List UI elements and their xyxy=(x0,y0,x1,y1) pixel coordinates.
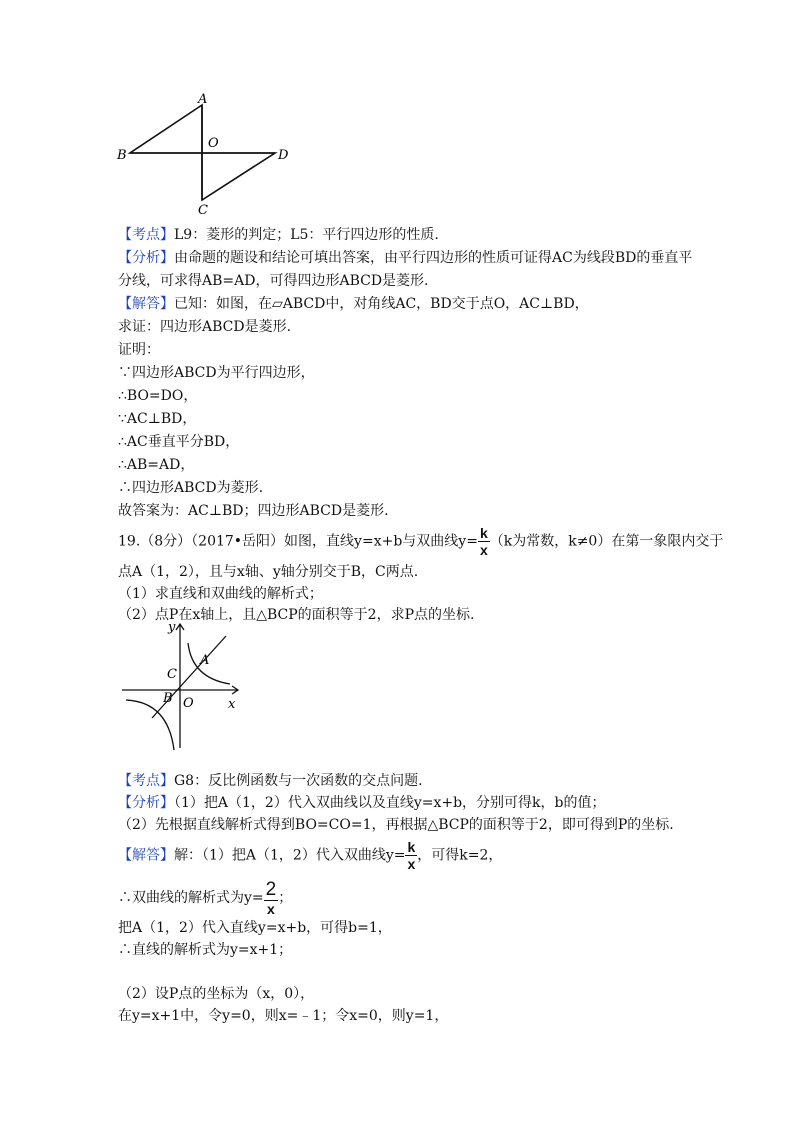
kaodian-text: G8：反比例函数与一次函数的交点问题. xyxy=(174,773,423,789)
jieda-tag: 【解答】 xyxy=(118,847,174,864)
label-O: O xyxy=(183,696,194,711)
s18-line-1: 证明： xyxy=(118,342,160,358)
hyper-b: ； xyxy=(278,890,293,906)
fenxi-tag: 【分析】 xyxy=(118,250,174,266)
kaodian-text: L9：菱形的判定；L5：平行四边形的性质. xyxy=(174,227,439,243)
kaodian-tag: 【考点】 xyxy=(118,773,174,789)
label-C: C xyxy=(198,203,208,218)
label-A: A xyxy=(200,653,210,668)
s18-line-6: ∴AB=AD， xyxy=(118,457,195,473)
s19-kaodian xyxy=(118,771,423,791)
q19-line2: 点A（1，2），且与x轴、y轴分别交于B，C两点. xyxy=(118,564,419,580)
label-B: B xyxy=(117,148,127,163)
jieda-frac-num: k xyxy=(407,839,416,855)
hyper-num: 2 xyxy=(265,879,277,900)
fenxi-tag: 【分析】 xyxy=(118,795,174,811)
s19-p2-a: （2）设P点的坐标为（x，0）， xyxy=(118,986,315,1002)
q19-fraction xyxy=(478,526,490,557)
label-B: B xyxy=(163,691,173,706)
label-C: C xyxy=(167,667,177,682)
s19-p2-b: 在y=x+1中，令y=0，则x=﹣1；令x=0，则y=1， xyxy=(118,1008,449,1024)
rhombus-figure xyxy=(110,90,300,220)
s18-fenxi-2: 分线，可求得AB=AD，可得四边形ABCD是菱形. xyxy=(118,273,429,289)
s18-line-5: ∴AC垂直平分BD， xyxy=(118,434,240,450)
label-x: x xyxy=(228,697,236,712)
s18-line-0: 求证：四边形ABCD是菱形. xyxy=(118,319,292,335)
q19-frac-den: x xyxy=(479,542,488,558)
fenxi-text: （1）把A（1，2）代入双曲线以及直线y=x+b，分别可得k，b的值； xyxy=(174,795,606,811)
hyper-fraction xyxy=(264,880,279,916)
label-D: D xyxy=(278,148,289,163)
s19-jieda xyxy=(118,840,502,871)
kaodian-tag: 【考点】 xyxy=(118,227,174,243)
s19-fenxi xyxy=(118,793,606,813)
q19-heading xyxy=(118,526,723,557)
q19-part2: （2）点P在x轴上，且△BCP的面积等于2，求P点的坐标. xyxy=(118,607,475,623)
q19-head-a: 19.（8分）（2017•岳阳）如图，直线y=x+b与双曲线y= xyxy=(118,533,478,550)
s18-line-7: ∴四边形ABCD为菱形. xyxy=(118,480,264,496)
label-O: O xyxy=(208,136,219,151)
s19-fenxi-2: （2）先根据直线解析式得到BO=CO=1，再根据△BCP的面积等于2，即可得到P的坐标. xyxy=(118,817,674,833)
graph-figure xyxy=(118,618,250,758)
q19-head-b: （k为常数，k≠0）在第一象限内交于 xyxy=(489,533,724,550)
fenxi-text: 由命题的题设和结论可填出答案，由平行四边形的性质可证得AC为线段BD的垂直平 xyxy=(174,250,693,266)
s18-line-4: ∵AC⊥BD， xyxy=(118,411,197,427)
s18-fenxi xyxy=(118,248,692,268)
q19-part1: （1）求直线和双曲线的解析式； xyxy=(118,586,323,602)
s19-line-c: ∴直线的解析式为y=x+1； xyxy=(118,942,293,958)
s18-line-8: 故答案为：AC⊥BD；四边形ABCD是菱形. xyxy=(118,503,389,519)
jieda-b: ，可得k=2， xyxy=(417,847,503,864)
jieda-a: 解：（1）把A（1，2）代入双曲线y= xyxy=(174,847,406,864)
hyper-den: x xyxy=(267,901,275,917)
s18-jieda xyxy=(118,294,589,314)
label-y: y xyxy=(168,620,176,635)
jieda-frac-den: x xyxy=(407,856,416,872)
s18-line-3: ∴BO=DO， xyxy=(118,388,198,404)
s18-line-2: ∵四边形ABCD为平行四边形， xyxy=(118,365,315,381)
jieda-tag: 【解答】 xyxy=(118,296,174,312)
jieda-text: 已知：如图，在▱ABCD中，对角线AC，BD交于点O，AC⊥BD， xyxy=(174,296,589,312)
s19-hyperbola xyxy=(118,880,292,916)
hyper-a: ∴双曲线的解析式为y= xyxy=(118,890,264,906)
s18-kaodian xyxy=(118,225,439,245)
s19-line-b: 把A（1，2）代入直线y=x+b，可得b=1， xyxy=(118,920,392,936)
label-A: A xyxy=(198,92,208,107)
jieda-fraction xyxy=(405,840,417,871)
q19-frac-num: k xyxy=(479,525,488,541)
